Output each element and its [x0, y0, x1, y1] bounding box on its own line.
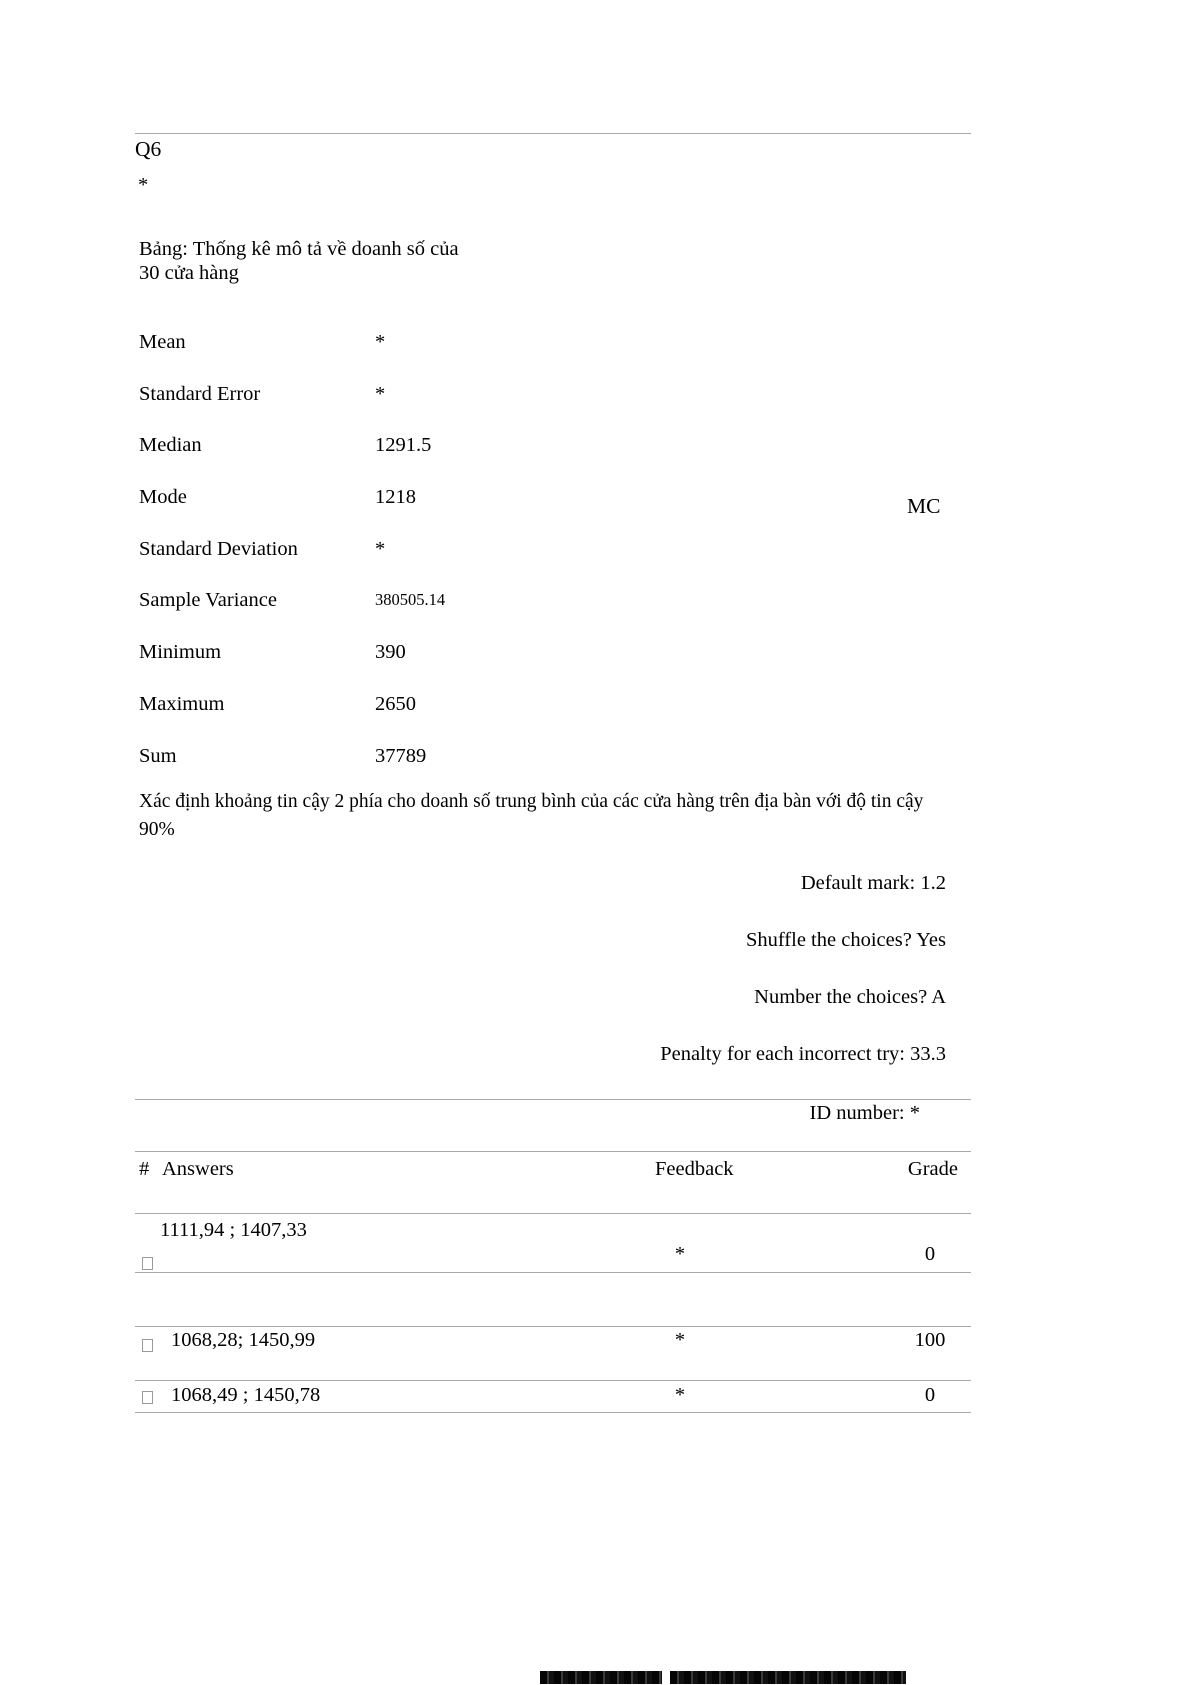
- setting-default-mark: Default mark: 1.2: [800, 872, 946, 894]
- setting-penalty: Penalty for each incorrect try: 33.3: [660, 1043, 946, 1065]
- question-text: Xác định khoảng tin cậy 2 phía cho doanh số trung bình của các cửa hàng trên địa bàn với độ tin cậy 90%: [139, 791, 924, 840]
- stat-label: Maximum: [139, 692, 225, 715]
- question-type-badge: MC: [907, 494, 941, 518]
- page-bottom-artifact: [670, 1671, 906, 1684]
- answer-grade: 0: [924, 1384, 936, 1406]
- stat-row: [139, 588, 639, 640]
- divider: [135, 1213, 971, 1214]
- page-bottom-artifact: [540, 1671, 662, 1684]
- stat-label: Mean: [139, 331, 186, 353]
- id-number: ID number: *: [809, 1102, 920, 1124]
- answer-grade: 100: [914, 1329, 946, 1351]
- answer-text: 1068,28; 1450,99: [171, 1329, 316, 1351]
- stat-label: Sum: [139, 744, 177, 767]
- stat-value: 380505.14: [375, 590, 446, 610]
- setting-numbering: Number the choices? A: [754, 986, 946, 1008]
- answer-checkbox[interactable]: [142, 1257, 153, 1270]
- stat-row: [139, 485, 639, 537]
- stat-label: Mode: [139, 486, 187, 509]
- stat-label: Median: [139, 434, 202, 457]
- stat-value: 390: [375, 641, 406, 664]
- stat-value: 1291.5: [375, 434, 432, 457]
- stat-row: [139, 433, 639, 485]
- divider: [135, 1272, 971, 1273]
- answer-feedback: *: [674, 1384, 686, 1406]
- stat-value: 37789: [375, 744, 427, 767]
- stat-label: Standard Error: [139, 382, 261, 405]
- divider: [135, 1151, 971, 1152]
- stat-value: 1218: [375, 486, 416, 509]
- stat-value: *: [375, 382, 386, 405]
- stat-row: [139, 382, 639, 434]
- stat-label: Standard Deviation: [139, 537, 298, 560]
- table-caption-line2: 30 cửa hàng: [139, 262, 239, 284]
- divider: [135, 1099, 971, 1100]
- answer-text: 1068,49 ; 1450,78: [171, 1384, 321, 1406]
- answers-header-grade: Grade: [907, 1158, 958, 1180]
- stat-value: *: [375, 331, 386, 353]
- answer-checkbox[interactable]: [142, 1391, 153, 1404]
- question-name-placeholder: *: [138, 174, 149, 196]
- question-id: Q6: [135, 137, 162, 161]
- divider: [135, 1412, 971, 1413]
- table-caption: [139, 237, 459, 285]
- stats-table: [139, 330, 639, 795]
- answer-feedback: *: [674, 1329, 686, 1351]
- question-settings: [660, 871, 946, 1099]
- answer-grade: 0: [924, 1243, 936, 1265]
- divider: [135, 1326, 971, 1327]
- divider-top: [135, 133, 971, 134]
- stat-value: *: [375, 537, 386, 560]
- answers-header-answers: Answers: [162, 1158, 234, 1180]
- answer-feedback: *: [674, 1243, 686, 1265]
- stat-value: 2650: [375, 692, 416, 715]
- stat-row: [139, 640, 639, 692]
- answers-header-feedback: Feedback: [655, 1158, 734, 1180]
- setting-shuffle: Shuffle the choices? Yes: [745, 929, 946, 951]
- answers-header-num: #: [139, 1158, 150, 1180]
- table-caption-line1: Bảng: Thống kê mô tả về doanh số của: [139, 238, 459, 260]
- stat-label: Minimum: [139, 641, 222, 664]
- stat-label: Sample Variance: [139, 589, 277, 612]
- stat-row: [139, 692, 639, 744]
- divider: [135, 1380, 971, 1381]
- stat-row: [139, 330, 639, 382]
- answer-text: 1111,94 ; 1407,33: [160, 1219, 307, 1241]
- stat-row: [139, 537, 639, 589]
- answer-checkbox[interactable]: [142, 1339, 153, 1352]
